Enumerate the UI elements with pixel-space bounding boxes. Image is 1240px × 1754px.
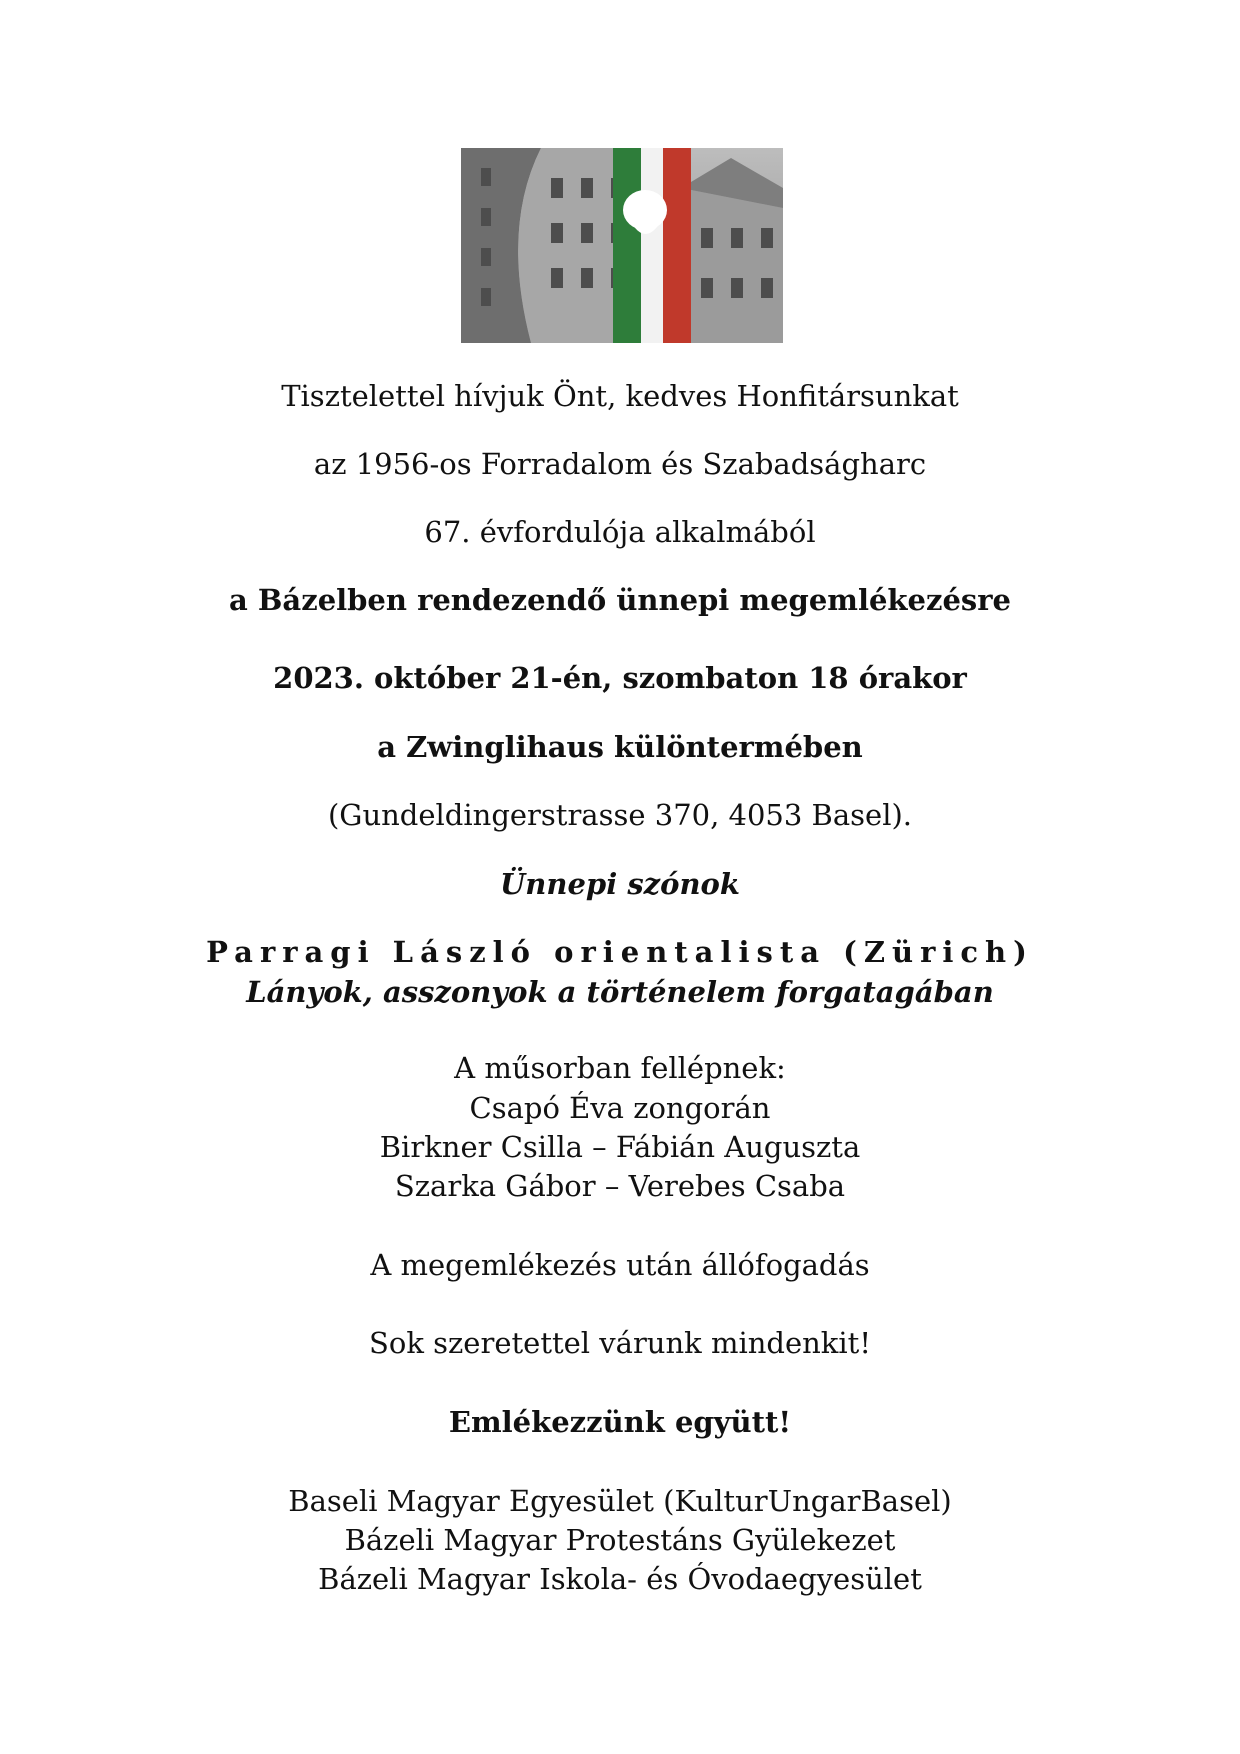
reception-note: A megemlékezés után állófogadás [370,1248,870,1282]
performer-item: Csapó Éva zongorán [469,1091,771,1125]
event-address: (Gundeldingerstrasse 370, 4053 Basel). [327,798,913,832]
motto: Emlékezzünk együtt! [448,1405,792,1439]
welcome-note: Sok szeretettel várunk mindenkit! [369,1326,871,1360]
event-date: 2023. október 21-én, szombaton 18 órakor [273,661,967,695]
organizer-item: Baseli Magyar Egyesület (KulturUngarBasel) [288,1484,952,1518]
program-heading: A műsorban fellépnek: [454,1051,786,1085]
invitation-line-3: 67. évfordulója alkalmából [424,515,816,549]
invitation-line-4: a Bázelben rendezendő ünnepi megemlékezésre [229,583,1011,617]
organizer-item: Bázeli Magyar Protestáns Gyülekezet [344,1523,896,1557]
performer-item: Szarka Gábor – Verebes Csaba [394,1169,846,1203]
speakers-heading: Ünnepi szónok [500,867,740,901]
talk-title: Lányok, asszonyok a történelem forgatagában [246,975,994,1009]
revolution-flag-photo [461,148,783,343]
performer-item: Birkner Csilla – Fábián Auguszta [379,1130,861,1164]
organizer-item: Bázeli Magyar Iskola- és Óvodaegyesület [318,1562,922,1596]
speaker-name: Parragi László orientalista (Zürich) [206,935,1034,969]
invitation-line-2: az 1956-os Forradalom és Szabadságharc [313,447,927,481]
event-venue: a Zwinglihaus különtermében [377,730,863,764]
invitation-line-1: Tisztelettel hívjuk Önt, kedves Honfitársunkat [281,379,959,413]
hungarian-flag-icon [461,148,783,343]
